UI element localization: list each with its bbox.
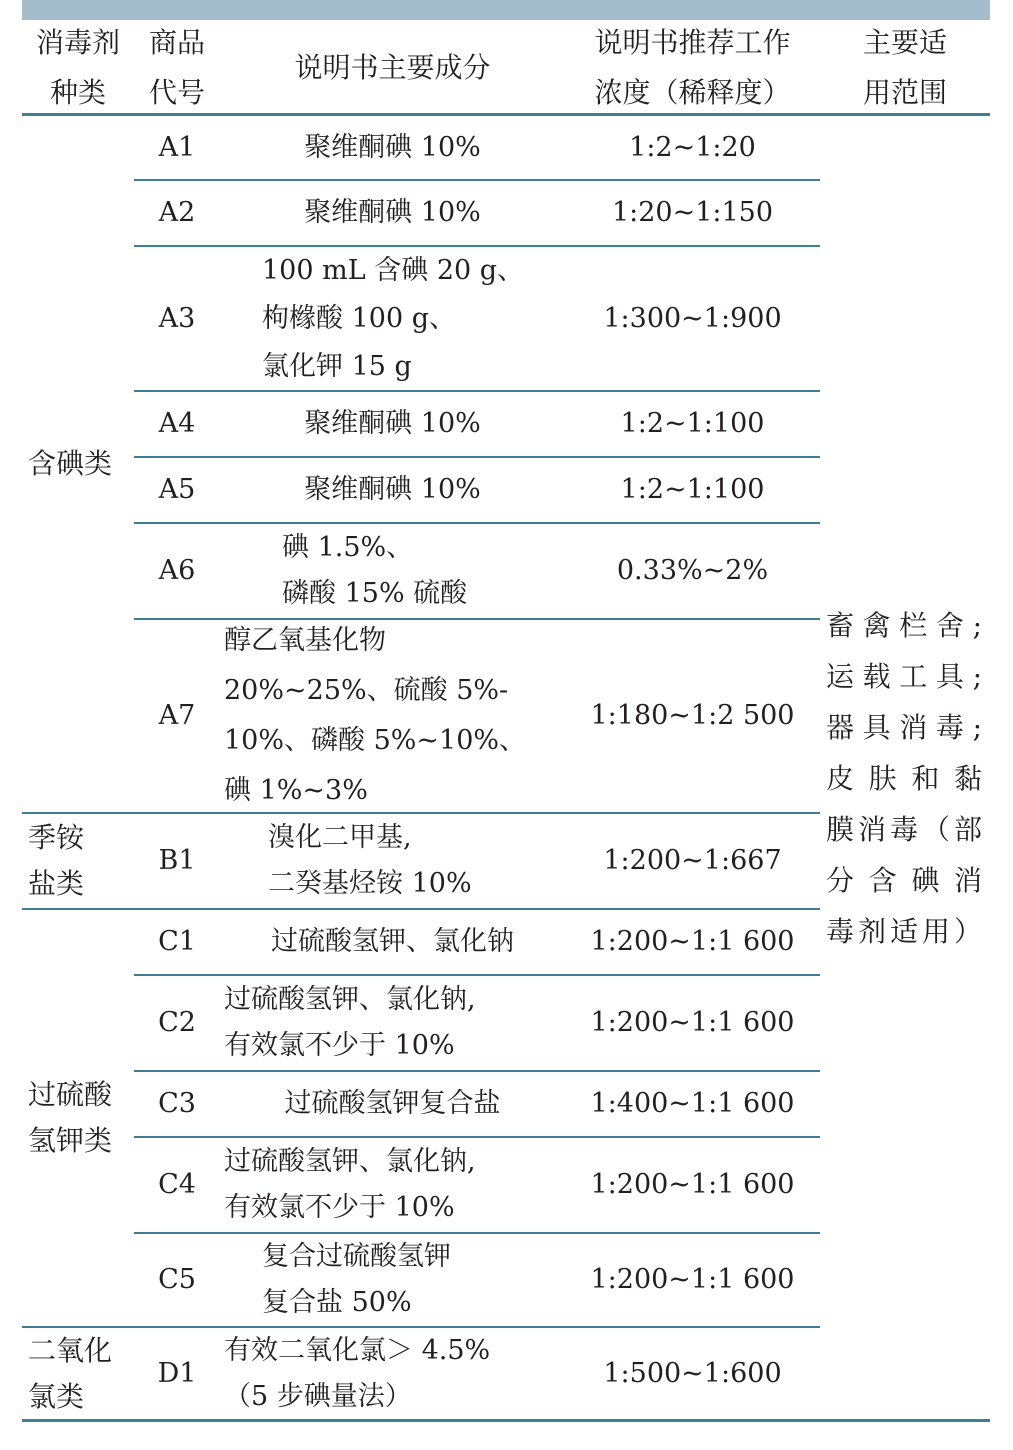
concentration-cell: 0.33%~2% — [616, 555, 769, 586]
row-rule — [134, 1070, 820, 1072]
concentration-cell: 1:300~1:900 — [603, 302, 782, 334]
ingredients-cell-line: 过硫酸氢钾、氯化钠, — [224, 1146, 476, 1177]
header-concentration — [565, 20, 820, 115]
ingredients-cell-line: 过硫酸氢钾复合盐 — [284, 1088, 501, 1119]
ingredients-cell-text — [271, 919, 514, 965]
ingredients-cell-text — [304, 467, 481, 513]
type-cell-line: 含碘类 — [28, 447, 113, 480]
header-code-text — [149, 18, 205, 118]
ingredients-cell-line: 过硫酸氢钾、氯化钠 — [271, 926, 514, 957]
scope-cell-line: 分含碘消 — [826, 864, 982, 897]
product-code: A5 — [158, 474, 196, 505]
concentration-cell: 1:2~1:20 — [629, 131, 756, 163]
ingredients-cell-text — [224, 977, 476, 1069]
ingredients-cell — [262, 1233, 565, 1327]
product-code: A6 — [158, 555, 196, 586]
type-cell — [28, 115, 134, 813]
product-code: C5 — [158, 1264, 196, 1295]
group-rule — [22, 908, 820, 910]
type-cell-text — [28, 1072, 112, 1164]
header-ingredients-text — [294, 43, 490, 93]
ingredients-cell — [224, 1137, 565, 1233]
row-rule — [134, 456, 820, 458]
ingredients-cell-line: 碘 1.5%、 — [282, 532, 414, 563]
ingredients-cell-line: 有效氯不少于 10% — [224, 1030, 455, 1061]
scope-cell-line: 毒剂适用） — [826, 915, 982, 948]
ingredients-cell — [220, 1071, 565, 1137]
header-code-line: 商品 — [148, 25, 205, 59]
row-rule — [134, 390, 820, 392]
group-rule — [22, 812, 820, 814]
type-cell-text — [28, 441, 112, 487]
ingredients-cell — [262, 246, 565, 391]
concentration-cell: 1:20~1:150 — [611, 197, 774, 228]
ingredients-cell-text — [282, 525, 467, 617]
row-rule — [134, 1232, 820, 1234]
ingredients-cell-line: 复合盐 50% — [262, 1287, 412, 1318]
ingredients-cell-text — [262, 1234, 451, 1326]
ingredients-cell-text — [224, 1328, 490, 1420]
header-type-line: 消毒剂 — [35, 25, 120, 59]
row-rule — [134, 245, 820, 247]
ingredients-cell-line: 二癸基烃铵 10% — [268, 868, 472, 899]
type-cell-line: 盐类 — [28, 867, 85, 900]
concentration-cell: 1:400~1:1 600 — [590, 1088, 795, 1119]
row-rule — [134, 179, 820, 181]
header-concentration-text — [594, 18, 790, 118]
ingredients-cell-line: 枸橼酸 100 g、 — [262, 302, 456, 334]
header-code — [134, 20, 220, 115]
ingredients-cell — [220, 457, 565, 523]
row-rule — [134, 1136, 820, 1138]
ingredients-cell-line: 聚维酮碘 10% — [304, 197, 481, 228]
product-code: A7 — [158, 700, 196, 731]
scope-cell — [826, 600, 990, 960]
ingredients-cell-line: 复合过硫酸氢钾 — [262, 1241, 451, 1272]
header-concentration-line: 说明书推荐工作 — [594, 25, 791, 59]
ingredients-cell-line: 聚维酮碘 10% — [304, 131, 481, 163]
table-bottom-rule — [22, 1419, 990, 1422]
ingredients-cell-line: 醇乙氧基化物 — [224, 625, 386, 656]
type-cell — [28, 1327, 134, 1420]
scope-cell-line: 运载工具; — [826, 660, 982, 693]
ingredients-cell-line: 聚维酮碘 10% — [304, 408, 481, 439]
product-code: A3 — [158, 302, 196, 334]
ingredients-cell-line: 聚维酮碘 10% — [304, 474, 481, 505]
ingredients-cell-line: （5 步碘量法） — [224, 1380, 412, 1412]
scope-cell-line: 器具消毒; — [826, 711, 982, 744]
ingredients-cell-text — [224, 1139, 476, 1231]
ingredients-cell — [220, 909, 565, 975]
ingredients-cell — [224, 1327, 565, 1420]
header-ingredients — [220, 20, 565, 115]
product-code: A2 — [158, 197, 196, 228]
product-code: B1 — [158, 845, 196, 876]
product-code: C4 — [158, 1169, 196, 1200]
header-type — [22, 20, 134, 115]
product-code: C2 — [158, 1007, 196, 1038]
header-scope-line: 主要适 — [862, 25, 947, 59]
type-cell-line: 季铵 — [28, 821, 85, 854]
ingredients-cell-line: 氯化钾 15 g — [262, 350, 412, 382]
row-rule — [134, 974, 820, 976]
ingredients-cell-line: 溴化二甲基, — [268, 822, 412, 853]
type-cell-line: 二氧化 — [28, 1333, 113, 1367]
header-concentration-line: 浓度（稀释度） — [594, 75, 791, 109]
type-cell-text — [28, 815, 84, 907]
ingredients-cell-line: 100 mL 含碘 20 g、 — [262, 254, 525, 286]
header-type-text — [36, 18, 120, 118]
ingredients-cell — [268, 813, 565, 909]
concentration-cell: 1:2~1:100 — [620, 474, 765, 505]
scope-cell-line: 畜禽栏舍; — [826, 609, 982, 642]
header-ingredients-line: 说明书主要成分 — [294, 50, 491, 84]
ingredients-cell — [282, 523, 565, 619]
ingredients-cell — [220, 180, 565, 246]
ingredients-cell — [224, 975, 565, 1071]
concentration-cell: 1:2~1:100 — [620, 408, 765, 439]
ingredients-cell-line: 碘 1%~3% — [224, 775, 368, 806]
type-cell-line: 氯类 — [28, 1379, 85, 1413]
product-code: A4 — [158, 408, 196, 439]
concentration-cell: 1:200~1:1 600 — [590, 1169, 795, 1200]
scope-cell-line: 皮肤和黏 — [826, 762, 982, 795]
product-code: D1 — [157, 1357, 197, 1389]
header-type-line: 种类 — [49, 75, 106, 109]
scope-cell-line: 膜消毒（部 — [826, 813, 982, 846]
ingredients-cell-text — [285, 1081, 501, 1127]
header-scope — [820, 20, 990, 115]
product-code: C1 — [158, 926, 196, 957]
ingredients-cell-line: 磷酸 15% 硫酸 — [282, 578, 468, 609]
header-scope-text — [863, 18, 947, 118]
ingredients-cell-text — [304, 125, 481, 171]
ingredients-cell-line: 10%、磷酸 5%~10%、 — [224, 725, 527, 756]
product-code: C3 — [158, 1088, 196, 1119]
type-cell — [28, 813, 134, 909]
ingredients-cell-line: 有效氯不少于 10% — [224, 1192, 455, 1223]
scope-cell-text — [826, 600, 982, 957]
concentration-cell: 1:180~1:2 500 — [590, 700, 795, 731]
type-cell-line: 氢钾类 — [28, 1124, 113, 1157]
header-scope-line: 用范围 — [862, 75, 947, 109]
ingredients-cell-text — [262, 247, 524, 391]
ingredients-cell-text — [304, 401, 481, 447]
type-cell — [28, 909, 134, 1327]
type-cell-text — [28, 1328, 112, 1420]
ingredients-cell-line: 有效二氧化氯＞ 4.5% — [224, 1334, 491, 1366]
concentration-cell: 1:200~1:1 600 — [590, 1264, 795, 1295]
header-code-line: 代号 — [148, 75, 205, 109]
row-rule — [134, 618, 820, 620]
type-cell-line: 过硫酸 — [28, 1078, 113, 1111]
ingredients-cell-text — [304, 190, 481, 236]
row-rule — [134, 522, 820, 524]
group-rule — [22, 1326, 820, 1328]
concentration-cell: 1:200~1:667 — [603, 845, 782, 876]
ingredients-cell-line: 20%~25%、硫酸 5%- — [224, 675, 509, 706]
ingredients-cell — [220, 391, 565, 457]
ingredients-cell-text — [268, 815, 472, 907]
ingredients-cell — [224, 619, 565, 813]
ingredients-cell-line: 过硫酸氢钾、氯化钠, — [224, 984, 476, 1015]
concentration-cell: 1:200~1:1 600 — [590, 926, 795, 957]
concentration-cell: 1:200~1:1 600 — [590, 1007, 795, 1038]
concentration-cell: 1:500~1:600 — [603, 1357, 782, 1389]
ingredients-cell — [220, 115, 565, 180]
product-code: A1 — [158, 131, 196, 163]
ingredients-cell-text — [224, 616, 526, 816]
